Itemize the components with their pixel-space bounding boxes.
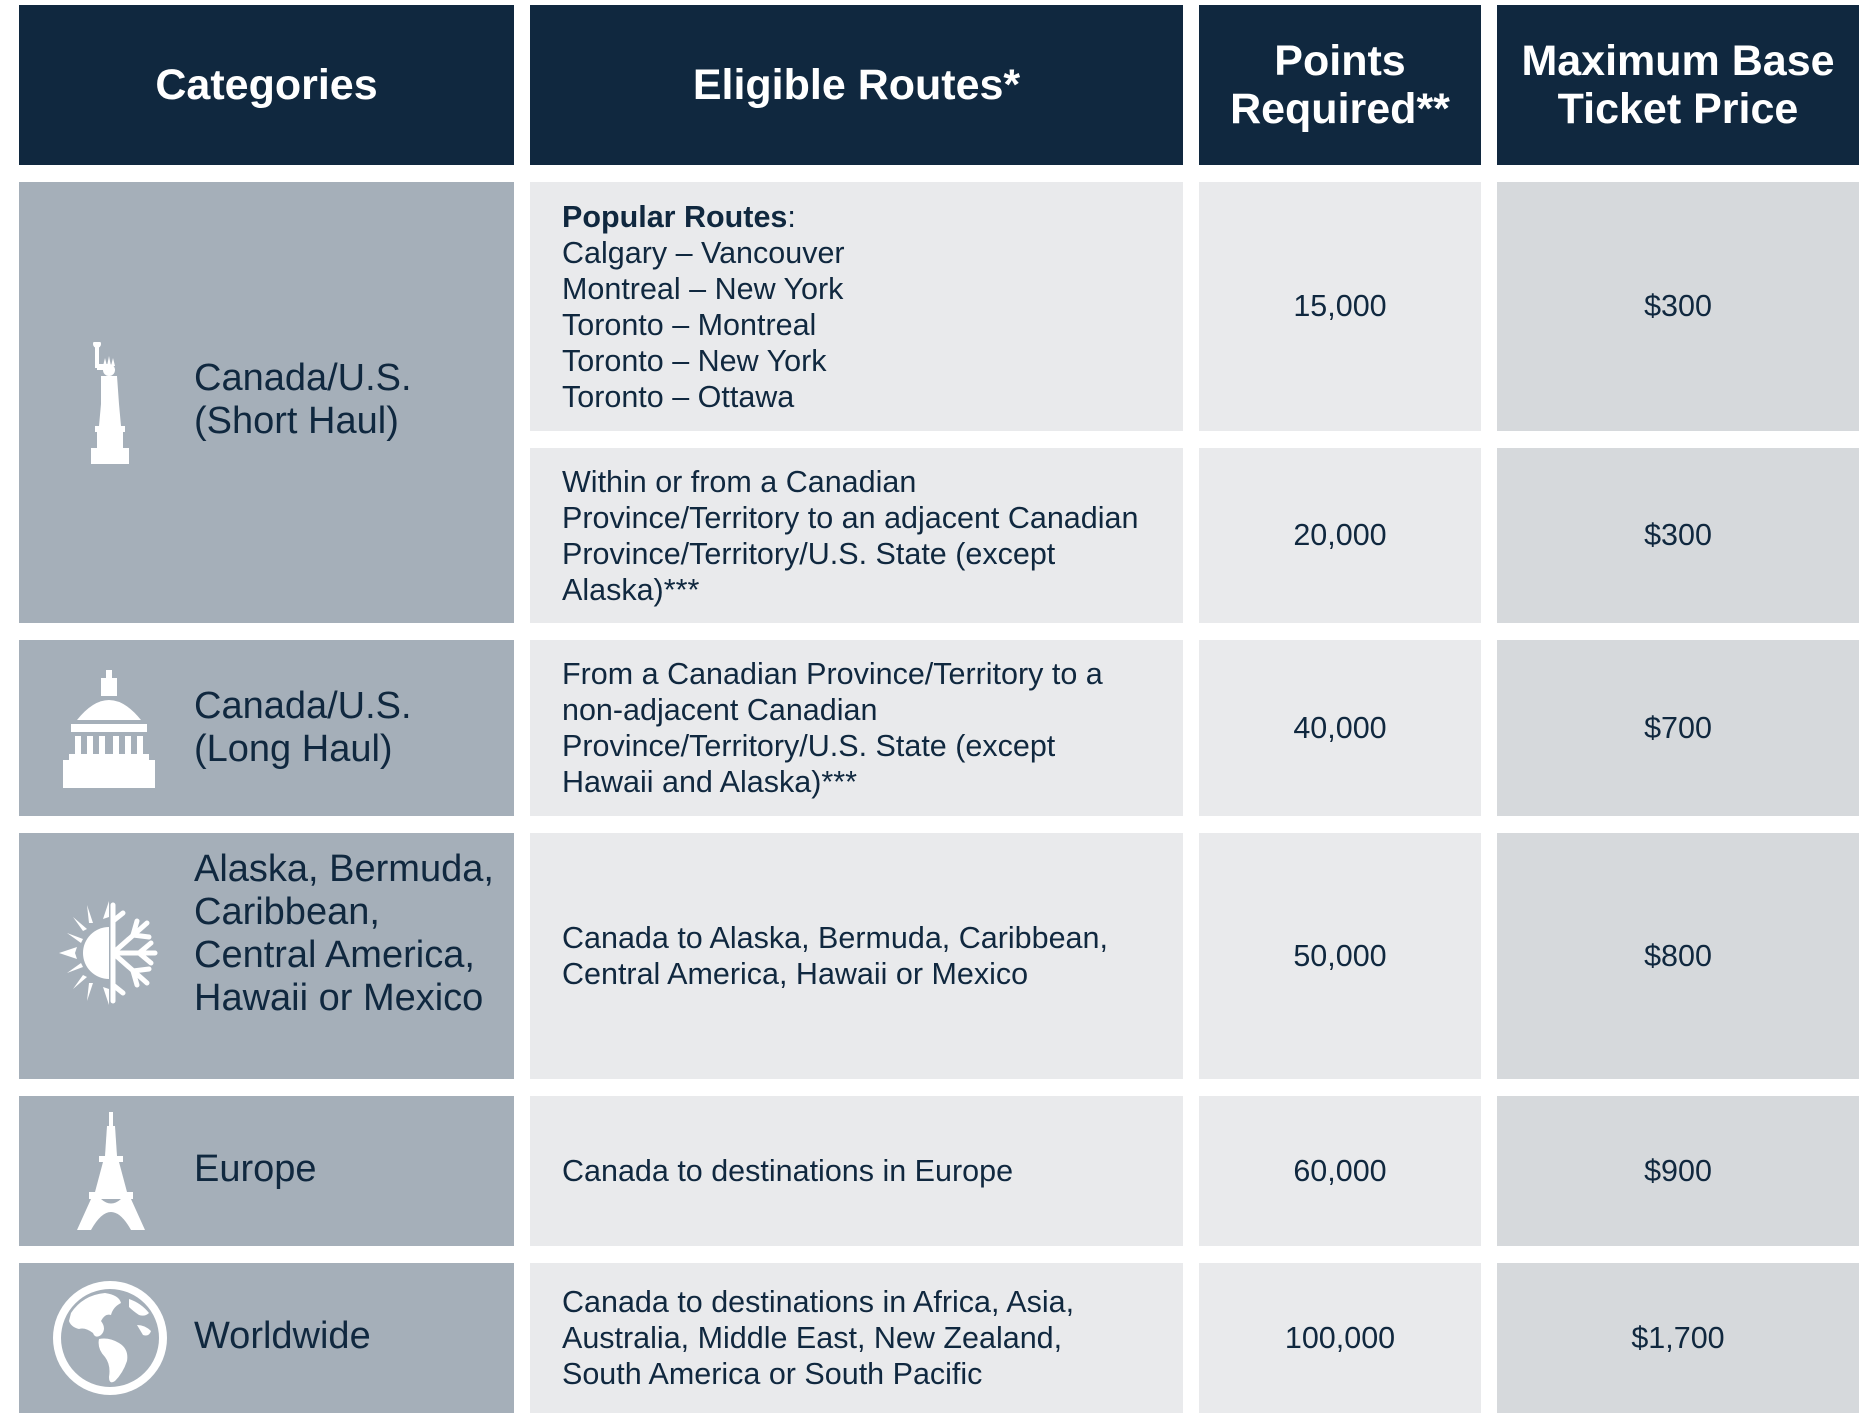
header-max-ticket-price: Maximum Base Ticket Price (1497, 5, 1859, 165)
route-text: From a Canadian Province/Territory to a non-adjacent Canadian Province/Territory/U.S. State (except Hawaii and Alaska)*** (562, 657, 1103, 799)
points-value: 60,000 (1199, 1096, 1481, 1246)
globe-icon (49, 1277, 171, 1399)
header-categories: Categories (19, 5, 514, 165)
route-line: Montreal – New York (562, 271, 844, 306)
route-line: Toronto – Ottawa (562, 379, 795, 414)
route-line: Toronto – New York (562, 343, 827, 378)
popular-routes-colon: : (787, 199, 796, 234)
header-points-required: Points Required** (1199, 5, 1481, 165)
route-cell (530, 833, 1183, 1079)
points-value: 50,000 (1199, 833, 1481, 1079)
route-text: Canada to Alaska, Bermuda, Caribbean, Central America, Hawaii or Mexico (562, 921, 1108, 991)
route-text: Canada to destinations in Europe (562, 1154, 1014, 1188)
header-eligible-routes: Eligible Routes* (530, 5, 1183, 165)
category-cell-long-haul (19, 640, 514, 816)
popular-routes-title: Popular Routes (562, 199, 788, 234)
route-cell-popular (530, 182, 1183, 431)
points-value: 40,000 (1199, 640, 1481, 816)
category-label: Europe (194, 1148, 317, 1190)
category-cell-europe (19, 1096, 514, 1246)
category-cell-short-haul (19, 182, 514, 623)
price-value: $900 (1497, 1096, 1859, 1246)
category-label: Canada/U.S. (Short Haul) (194, 357, 412, 442)
points-value: 20,000 (1199, 448, 1481, 623)
route-text: Canada to destinations in Africa, Asia, Australia, Middle East, New Zealand, South America or South Pacific (562, 1285, 1075, 1391)
price-value: $800 (1497, 833, 1859, 1079)
category-cell-caribbean (19, 833, 514, 1079)
capitol-building-icon (63, 670, 155, 788)
route-cell (530, 1096, 1183, 1246)
price-value: $300 (1497, 448, 1859, 623)
eiffel-tower-icon (77, 1112, 145, 1230)
route-cell (530, 640, 1183, 816)
category-label: Worldwide (194, 1315, 371, 1357)
price-value: $1,700 (1497, 1263, 1859, 1413)
route-line: Calgary – Vancouver (562, 235, 845, 270)
route-cell (530, 448, 1183, 623)
sun-snowflake-icon (59, 901, 159, 1005)
price-value: $700 (1497, 640, 1859, 816)
statue-of-liberty-icon (89, 342, 129, 464)
route-text: Within or from a Canadian Province/Territory to an adjacent Canadian Province/Territory/U.S. State (except Alaska)*** (562, 464, 1139, 607)
points-value: 15,000 (1199, 182, 1481, 431)
popular-routes-heading (562, 199, 1183, 235)
route-cell (530, 1263, 1183, 1413)
route-line: Toronto – Montreal (562, 307, 817, 342)
category-label: Alaska, Bermuda, Caribbean, Central America, Hawaii or Mexico (194, 848, 494, 1019)
category-label: Canada/U.S. (Long Haul) (194, 685, 412, 770)
price-value: $300 (1497, 182, 1859, 431)
points-value: 100,000 (1199, 1263, 1481, 1413)
category-cell-worldwide (19, 1263, 514, 1413)
